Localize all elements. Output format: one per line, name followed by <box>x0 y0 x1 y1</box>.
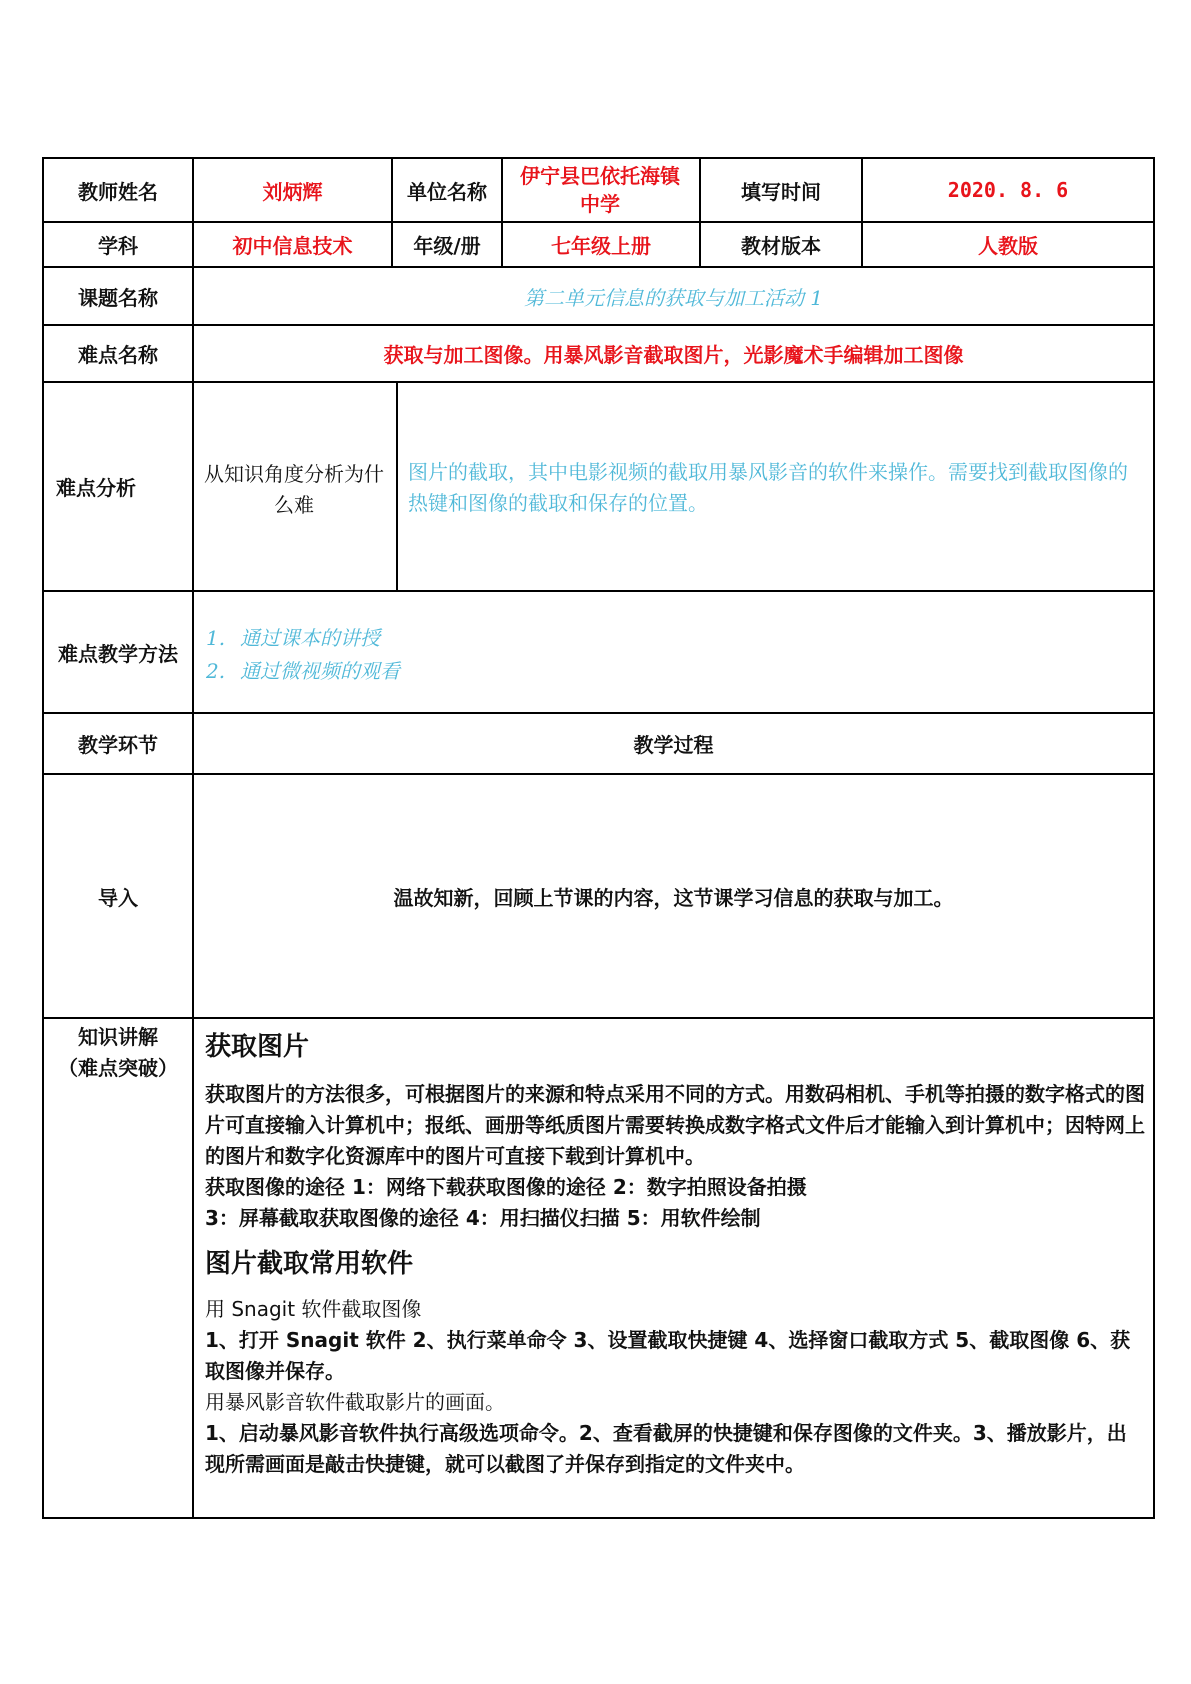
list-text: 通过课本的讲授 <box>240 626 380 650</box>
knowledge-content <box>205 1027 1145 1480</box>
row-divider <box>42 381 1155 383</box>
heading-capture-software: 图片截取常用软件 <box>205 1249 414 1279</box>
analysis-label: 难点分析 <box>56 476 136 500</box>
knowledge-paragraph: 获取图像的途径 1：网络下载获取图像的途径 2：数字拍照设备拍摄 <box>205 1175 807 1199</box>
table-border-right <box>1153 157 1155 1519</box>
knowledge-paragraph: 1、启动暴风影音软件执行高级选项命令。2、查看截屏的快捷键和保存图像的文件夹。3、播放影片，出现所需画面是敲击快捷键，就可以截图了并保存到指定的文件夹中。 <box>205 1421 1127 1476</box>
intro-label: 导入 <box>98 885 138 910</box>
row-divider <box>42 590 1155 592</box>
intro-text: 温故知新，回顾上节课的内容，这节课学习信息的获取与加工。 <box>393 885 954 910</box>
fill-date-label: 填写时间 <box>741 179 821 204</box>
list-item <box>206 622 1106 655</box>
knowledge-label-line2: （难点突破） <box>58 1056 178 1080</box>
knowledge-paragraph: 1、打开 Snagit 软件 2、执行菜单命令 3、设置截取快捷键 4、选择窗口截取方式 5、截取图像 6、获取图像并保存。 <box>205 1328 1131 1383</box>
row-divider <box>42 1017 1155 1019</box>
edition-value: 人教版 <box>978 234 1038 258</box>
knowledge-paragraph: 3：屏幕截取获取图像的途径 4：用扫描仪扫描 5：用软件绘制 <box>205 1206 761 1230</box>
knowledge-paragraph: 获取图片的方法很多，可根据图片的来源和特点采用不同的方式。用数码相机、手机等拍摄的数字格式的图片可直接输入计算机中；报纸、画册等纸质图片需要转换成数字格式文件后才能输入到计算机中；因特网上的图片和数字化资源库中的图片可直接下载到计算机中。 <box>205 1082 1145 1168</box>
unit-name-label: 单位名称 <box>407 179 487 204</box>
knowledge-paragraph: 用 Snagit 软件截取图像 <box>205 1297 422 1321</box>
knowledge-label-line1: 知识讲解 <box>78 1025 158 1049</box>
analysis-sub-label: 从知识角度分析为什么难 <box>204 462 384 517</box>
knowledge-label <box>44 1022 192 1084</box>
difficulty-label: 难点名称 <box>78 343 158 367</box>
topic-label: 课题名称 <box>78 285 158 310</box>
teacher-name-label: 教师姓名 <box>78 179 158 204</box>
list-item <box>206 655 1106 688</box>
grade-label: 年级/册 <box>413 234 481 258</box>
process-label: 教学环节 <box>78 733 158 757</box>
subject-label: 学科 <box>98 234 138 258</box>
teacher-name-value: 刘炳辉 <box>262 179 323 204</box>
fill-date-value: 2020. 8. 6 <box>947 178 1069 202</box>
heading-get-images: 获取图片 <box>205 1032 310 1062</box>
method-list <box>206 622 1106 688</box>
difficulty-value: 获取与加工图像。用暴风影音截取图片，光影魔术手编辑加工图像 <box>383 343 964 367</box>
process-header: 教学过程 <box>633 733 714 757</box>
analysis-divider <box>396 381 398 592</box>
analysis-text: 图片的截取，其中电影视频的截取用暴风影音的软件来操作。需要找到截取图像的热键和图像的截取和保存的位置。 <box>408 460 1128 515</box>
table-border-bottom <box>42 1517 1155 1519</box>
subject-value: 初中信息技术 <box>232 234 353 258</box>
method-label: 难点教学方法 <box>58 641 178 666</box>
grade-value: 七年级上册 <box>551 234 651 258</box>
edition-label: 教材版本 <box>741 234 821 258</box>
unit-name-value: 伊宁县巴依托海镇中学 <box>520 164 680 216</box>
list-text: 通过微视频的观看 <box>240 659 400 683</box>
knowledge-paragraph: 用暴风影音软件截取影片的画面。 <box>205 1390 505 1414</box>
list-number: 1. <box>206 626 226 650</box>
list-number: 2. <box>206 659 226 683</box>
topic-value: 第二单元信息的获取与加工活动 1 <box>523 285 824 310</box>
